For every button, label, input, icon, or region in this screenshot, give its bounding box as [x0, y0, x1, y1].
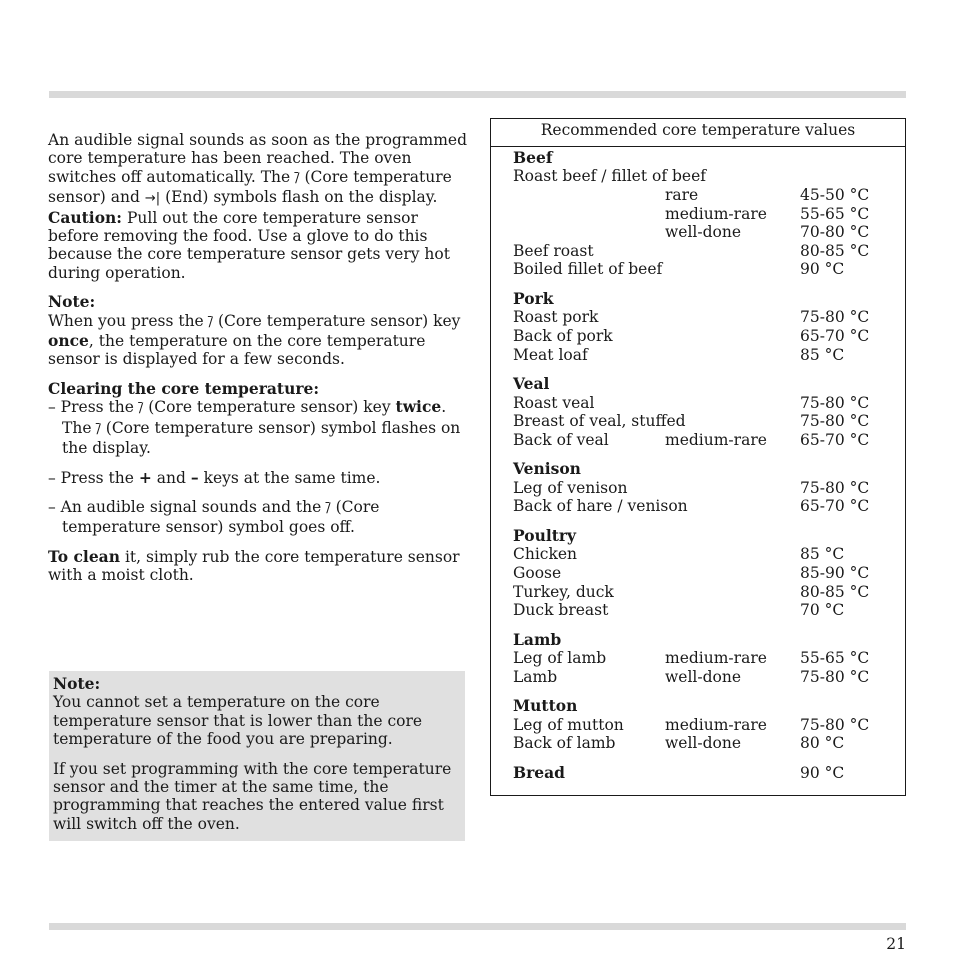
- note-heading: Note:: [48, 292, 96, 312]
- temperature-cell: 75-80 °C: [800, 308, 870, 327]
- temperature-cell: 90 °C: [800, 260, 845, 279]
- table-category: Pork: [513, 288, 554, 308]
- clearing-step-1: – Press the ∕̄ (Core temperature sensor) key twice. The ∕̄ (Core temperature sensor) symbol flashes on the display.: [48, 397, 461, 458]
- food-cell: Roast beef / fillet of beef: [513, 167, 707, 186]
- doneness-cell: medium-rare: [665, 649, 767, 668]
- food-cell: [513, 186, 665, 205]
- table-row: [513, 412, 901, 431]
- table-row: [513, 242, 901, 261]
- caution-paragraph: Caution: Pull out the core temperature sensor before removing the food. Use a glove to do this because the core temperature sensor gets very hot during operation.: [48, 207, 450, 282]
- temperature-cell: 80-85 °C: [800, 582, 870, 601]
- table-category: Beef: [513, 148, 553, 167]
- food-cell: Boiled fillet of beef: [513, 260, 663, 279]
- table-row: [513, 394, 901, 413]
- table-category: Lamb: [513, 629, 562, 649]
- table-row: [513, 668, 901, 687]
- doneness-cell: [665, 479, 800, 498]
- bottom-rule: [49, 923, 906, 930]
- end-icon: →|: [144, 191, 161, 207]
- food-cell: Leg of lamb: [513, 649, 607, 668]
- doneness-cell: [665, 545, 800, 564]
- core-sensor-icon: ∕̄: [138, 401, 144, 417]
- doneness-cell: [665, 308, 800, 327]
- temperature-cell: 55-65 °C: [800, 649, 870, 668]
- food-cell: Breast of veal, stuffed: [513, 412, 686, 431]
- temperature-cell: 75-80 °C: [800, 478, 870, 497]
- temperature-cell: 65-70 °C: [800, 497, 870, 516]
- doneness-cell: well-done: [665, 667, 742, 686]
- temperature-cell: 85 °C: [800, 545, 845, 564]
- cleaning-paragraph: To clean it, simply rub the core temperature sensor with a moist cloth.: [48, 546, 460, 585]
- temperature-cell: 85 °C: [800, 345, 845, 364]
- table-category: Veal: [513, 374, 550, 394]
- food-cell: Beef roast: [513, 241, 594, 260]
- food-cell: Roast veal: [513, 393, 595, 412]
- doneness-cell: [665, 167, 800, 186]
- food-cell: Lamb: [513, 667, 558, 686]
- note-paragraph: When you press the ∕̄ (Core temperature sensor) key once, the temperature on the core temperature sensor is displayed for a few seconds.: [48, 311, 461, 369]
- instructions-column: [48, 131, 468, 585]
- table-row: [513, 167, 901, 186]
- clearing-step-3: – An audible signal sounds and the ∕̄ (Core temperature sensor) symbol goes off.: [48, 497, 380, 537]
- category-value: 90 °C: [800, 763, 845, 782]
- food-cell: Duck breast: [513, 601, 609, 620]
- table-row: [513, 308, 901, 327]
- temperature-cell: 85-90 °C: [800, 563, 870, 582]
- food-cell: Leg of mutton: [513, 715, 624, 734]
- doneness-cell: [665, 601, 800, 620]
- doneness-cell: medium-rare: [665, 715, 767, 734]
- table-category: Poultry: [513, 525, 577, 545]
- top-rule: [49, 91, 906, 98]
- temperature-cell: 75-80 °C: [800, 667, 870, 686]
- clearing-step-2: – Press the + and – keys at the same time.: [48, 467, 381, 487]
- table-row: [513, 497, 901, 516]
- table-row: [513, 545, 901, 564]
- food-cell: Back of lamb: [513, 734, 616, 753]
- temperature-table: [490, 118, 906, 796]
- note-box-label: Note:: [53, 674, 101, 693]
- temperature-cell: 55-65 °C: [800, 204, 870, 223]
- table-category: Mutton: [513, 696, 578, 716]
- temperature-cell: 65-70 °C: [800, 430, 870, 449]
- note-box-paragraph-1: You cannot set a temperature on the core temperature sensor that is lower than the core temperature of the food you are preparing.: [53, 693, 423, 749]
- temperature-cell: 65-70 °C: [800, 326, 870, 345]
- category-spacer: [665, 764, 800, 782]
- food-cell: Goose: [513, 563, 562, 582]
- doneness-cell: well-done: [665, 223, 742, 242]
- food-cell: Meat loaf: [513, 345, 588, 364]
- table-category: [513, 764, 901, 782]
- table-row: [513, 327, 901, 346]
- temperature-cell: 45-50 °C: [800, 186, 870, 204]
- doneness-cell: [665, 346, 800, 365]
- table-row: [513, 583, 901, 602]
- page-number: 21: [886, 935, 906, 953]
- core-sensor-icon: ∕̄: [326, 500, 331, 516]
- doneness-cell: [665, 564, 800, 583]
- table-row: [513, 564, 901, 583]
- table-row: [513, 223, 901, 242]
- food-cell: Back of hare / venison: [513, 497, 688, 516]
- doneness-cell: medium-rare: [665, 204, 767, 223]
- temperature-cell: 80-85 °C: [800, 241, 870, 260]
- table-row: [513, 649, 901, 668]
- doneness-cell: rare: [665, 186, 699, 204]
- temperature-cell: 75-80 °C: [800, 715, 870, 734]
- note-box: [49, 671, 465, 841]
- temperature-cell: 75-80 °C: [800, 393, 870, 412]
- doneness-cell: [665, 327, 800, 346]
- note-box-paragraph-2: If you set programming with the core temperature sensor and the timer at the same time, the programming that reaches the entered value first will switch off the oven.: [53, 759, 452, 833]
- doneness-cell: [665, 242, 800, 261]
- food-cell: Back of pork: [513, 326, 613, 345]
- temperature-cell: 70-80 °C: [800, 223, 870, 242]
- food-cell: [513, 223, 665, 242]
- doneness-cell: medium-rare: [665, 430, 767, 449]
- table-category: Venison: [513, 459, 581, 479]
- clearing-heading: Clearing the core temperature:: [48, 378, 320, 398]
- temperature-cell: 80 °C: [800, 734, 845, 753]
- doneness-cell: [665, 394, 800, 413]
- food-cell: Leg of venison: [513, 478, 628, 497]
- intro-paragraph: An audible signal sounds as soon as the programmed core temperature has been reached. The oven switches off automatically. The ∕̄ (Core temperature sensor) and →| (End) symbols flash on the display.: [48, 131, 467, 207]
- doneness-cell: well-done: [665, 734, 742, 753]
- food-cell: Roast pork: [513, 308, 599, 327]
- table-body: [513, 149, 901, 782]
- doneness-cell: [665, 412, 800, 431]
- food-cell: Turkey, duck: [513, 582, 614, 601]
- table-row: [513, 601, 901, 620]
- table-row: [513, 716, 901, 735]
- category-name: Bread: [513, 762, 566, 782]
- table-row: [513, 260, 901, 279]
- core-sensor-icon: ∕̄: [96, 421, 101, 437]
- temperature-cell: 75-80 °C: [800, 412, 870, 431]
- table-row: [513, 346, 901, 365]
- food-cell: Back of veal: [513, 430, 609, 449]
- core-sensor-icon: ∕̄: [208, 314, 214, 330]
- table-row: [513, 431, 901, 450]
- table-row: [513, 734, 901, 753]
- temperature-cell: 70 °C: [800, 601, 845, 620]
- food-cell: Chicken: [513, 545, 578, 564]
- core-sensor-icon: ∕̄: [295, 170, 300, 186]
- food-cell: [513, 205, 665, 224]
- table-title: Recommended core temperature values: [491, 119, 905, 147]
- table-row: [513, 205, 901, 224]
- doneness-cell: [665, 260, 800, 279]
- table-row: [513, 479, 901, 498]
- doneness-cell: [665, 583, 800, 602]
- table-row: [513, 186, 901, 205]
- doneness-cell: [665, 497, 800, 516]
